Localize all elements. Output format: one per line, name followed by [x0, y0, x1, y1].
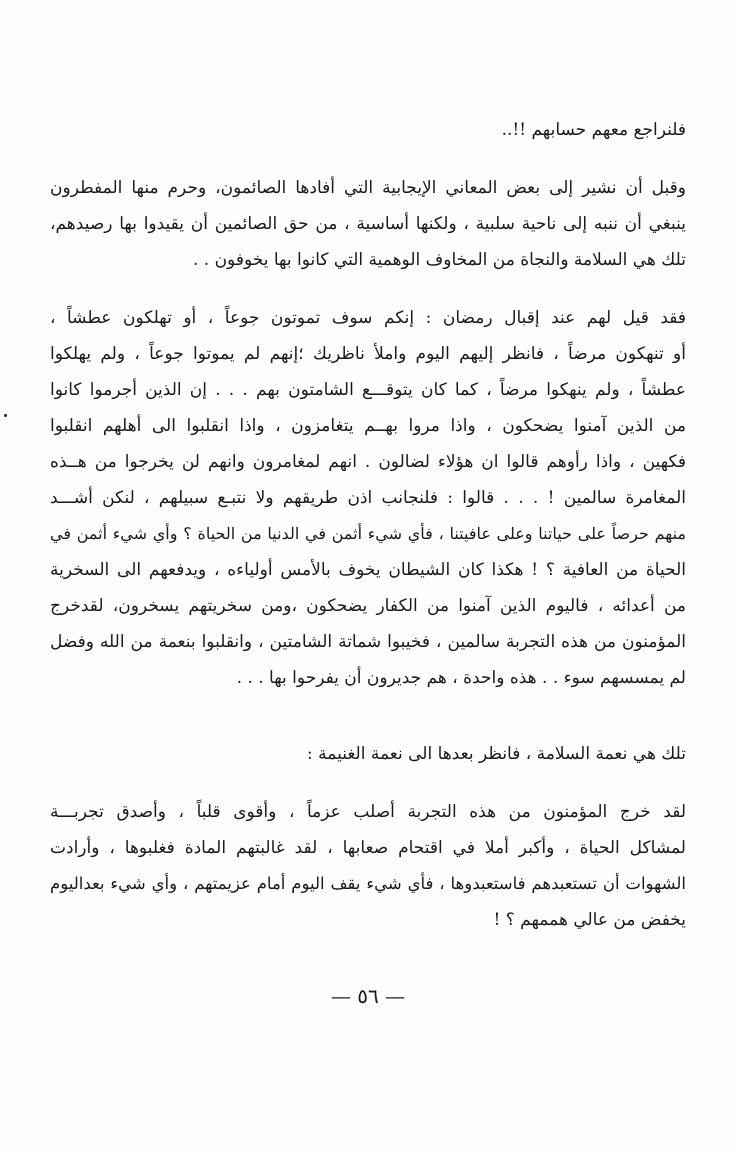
paragraph-line: ينبغي أن ننبه إلى ناحية سلبية ، ولكنها أساسية ، من حق الصائمين أن يقيدوا بها رصيدهم،: [50, 214, 686, 234]
paragraph-line: المغامرة سالمين ! . . . قالوا : فلنجانب اذن طريقهم ولا نتبـع سبيلهم ، لنكن أشـــد: [50, 488, 686, 508]
page-number: — ٥٦ —: [330, 984, 406, 1008]
paragraph-line: تلك هي نعمة السلامة ، فانظر بعدها الى نعمة الغنيمة :: [307, 744, 686, 764]
margin-dot: [4, 414, 7, 417]
paragraph-line: المؤمنون من هذه التجربة سالمين ، فخيبوا شماتة الشامتين ، وانقلبوا بنعمة من الله وفضل: [50, 632, 686, 652]
paragraph-line: من أعدائه ، فاليوم الذين آمنوا من الكفار يضحكون ،ومن سخريتهم يسخرون، لقدخرج: [50, 596, 686, 616]
paragraph-line: لقد خرج المؤمنون من هذه التجربة أصلب عزماً ، وأقوى قلباً ، وأصدق تجربـــة: [50, 802, 686, 822]
paragraph-four: [50, 794, 686, 938]
paragraph-line: الشهوات أن تستعبدهم فاستعبدوها ، فأي شيء يقف اليوم أمام عزيمتهم ، وأي شيء بعداليوم: [50, 874, 686, 893]
paragraph-line: الحياة من العافية ؟ ! هكذا كان الشيطان يخوف بالأمس أولياءه ، ويدفعهم الى السخرية: [50, 560, 686, 580]
paragraph-line: يخفض من عالي هممهم ؟ !: [493, 910, 686, 930]
paragraph-line: عطشاً ، ولم ينهكوا مرضاً ، كما كان يتوقـــع الشامتون بهم . . . إن الذين أجرموا كانوا: [50, 380, 686, 400]
paragraph-line: من الذين آمنوا يضحكون ، واذا مروا بهــم يتغامزون ، واذا انقلبوا الى أهلهم انقلبوا: [50, 416, 686, 436]
paragraph-line: لم يمسسهم سوء . . هذه واحدة ، هم جديرون أن يفرحوا بها . . .: [236, 668, 686, 688]
paragraph-line: منهم حرصاً على حياتنا وعلى عافيتنا ، فأي شيء أثمن في الدنيا من الحياة ؟ وأي شيء أثمن في: [50, 524, 686, 543]
paragraph-two: [50, 300, 686, 696]
intro-paragraph: [50, 112, 686, 148]
paragraph-line: لمشاكل الحياة ، وأكبر أملا في اقتحام صعابها ، لقد غالبتهم المادة فغلبوها ، وأرادت: [50, 838, 686, 858]
paragraph-line: أو تنهكون مرضاً ، فانظر إليهم اليوم واملأ ناظريك ؛إنهم لم يموتوا جوعاً ، ولم يهلكوا: [50, 344, 686, 364]
paragraph-line: فلنراجع معهم حسابهم !!..: [501, 120, 686, 140]
paragraph-line: وقبل أن نشير إلى بعض المعاني الإيجابية التي أفادها الصائمون، وحرم منها المفطرون: [50, 178, 686, 198]
paragraph-line: تلك هي السلامة والنجاة من المخاوف الوهمية التي كانوا بها يخوفون . .: [192, 250, 686, 270]
paragraph-line: فكهين ، واذا رأوهم قالوا ان هؤلاء لضالون . انهم لمغامرون وانهم لن يخرجوا من هــذه: [50, 452, 686, 472]
paragraph-one: [50, 170, 686, 278]
paragraph-line: فقد قيل لهم عند إقبال رمضان : إنكم سوف تموتون جوعاً ، أو تهلكون عطشاً ،: [50, 308, 686, 328]
paragraph-three: [50, 736, 686, 772]
